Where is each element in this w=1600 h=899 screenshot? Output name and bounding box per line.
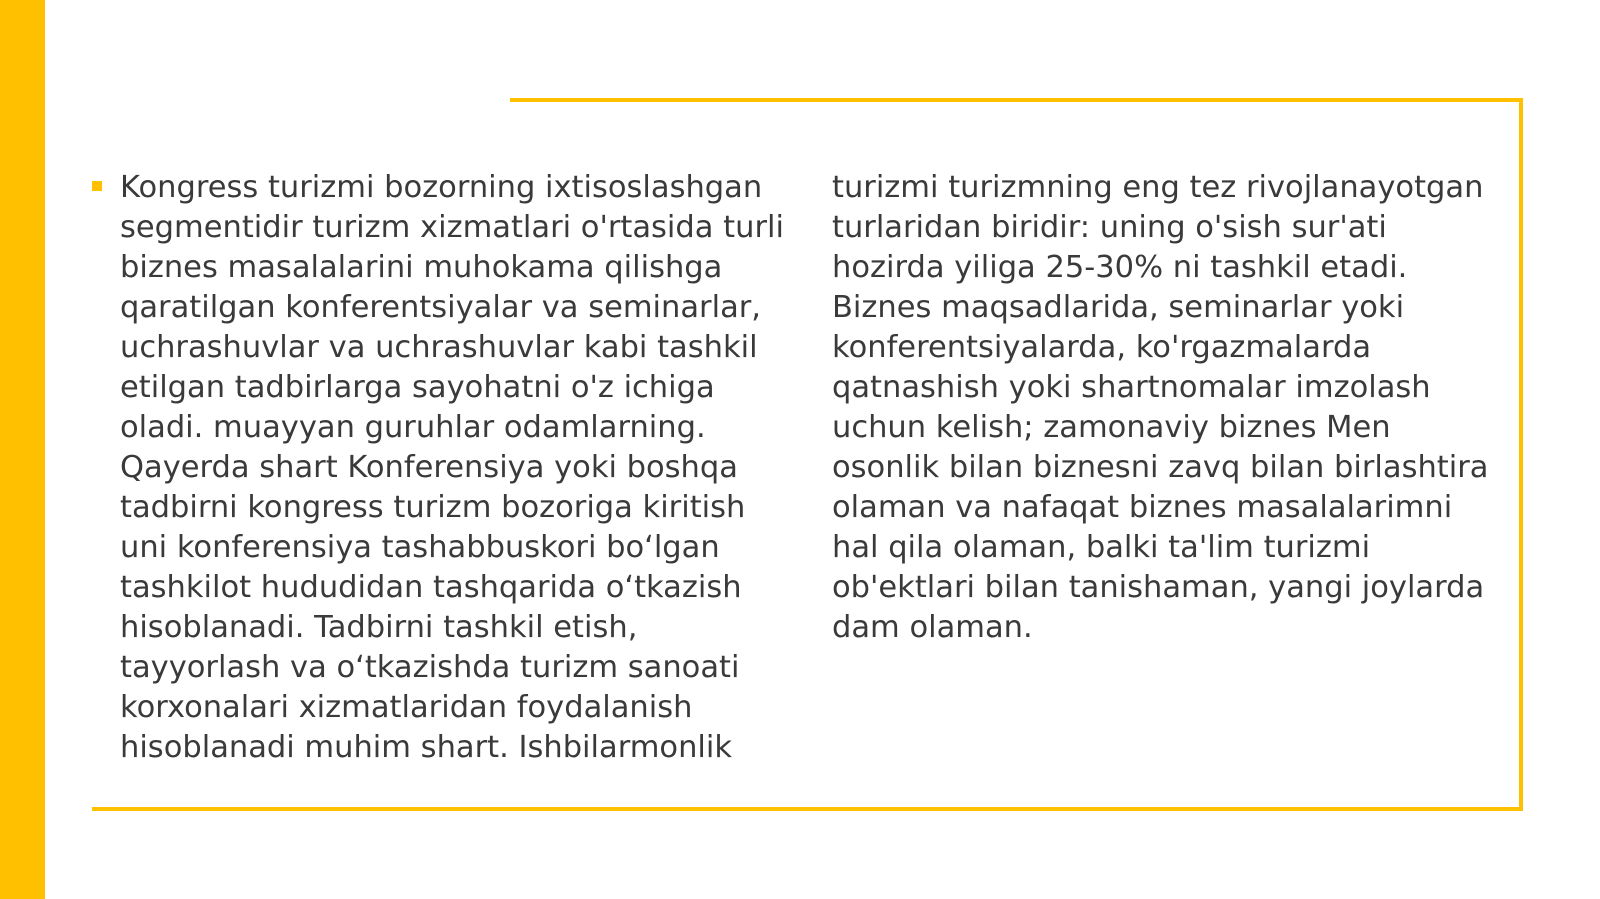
frame-right-line <box>1519 98 1523 811</box>
body-paragraph: Kongress turizmi bozorning ixtisoslashgan segmentidir turizm xizmatlari o'rtasida turli biznes masalalarini muhokama qilishga qaratilgan konferentsiyalar va seminarlar, uchrashuvlar va uchrashuvlar kabi tashkil etilgan tadbirlarga sayohatni o'z ichiga oladi. muayyan guruhlar odamlarning. Qayerda shart Konferensiya yoki boshqa tadbirni kongress turizm bozoriga kiritish uni konferensiya tashabbuskori bo‘lgan tashkilot hududidan tashqarida o‘tkazish hisoblanadi. Tadbirni tashkil etish, tayyorlash va o‘tkazishda turizm sanoati korxonalari xizmatlaridan foydalanish hisoblanadi muhim shart. Ishbilarmonlik turizmi turizmning eng tez rivojlanayotgan turlaridan biridir: uning o'sish sur'ati hozirda yiliga 25-30% ni tashkil etadi. Biznes maqsadlarida, seminarlar yoki konferentsiyalarda, ko'rgazmalarda qatnashish yoki shartnomalar imzolash uchun kelish; zamonaviy biznes Men osonlik bilan biznesni zavq bilan birlashtira olaman va nafaqat biznes masalalarimni hal qila olaman, balki ta'lim turizmi ob'ektlari bilan tanishaman, yangi joylarda dam olaman. <box>120 170 1489 765</box>
accent-side-bar <box>0 0 45 899</box>
frame-bottom-line <box>92 807 1523 811</box>
content-area <box>92 168 1502 778</box>
square-bullet-icon <box>92 181 102 191</box>
frame-top-line <box>510 98 1523 102</box>
